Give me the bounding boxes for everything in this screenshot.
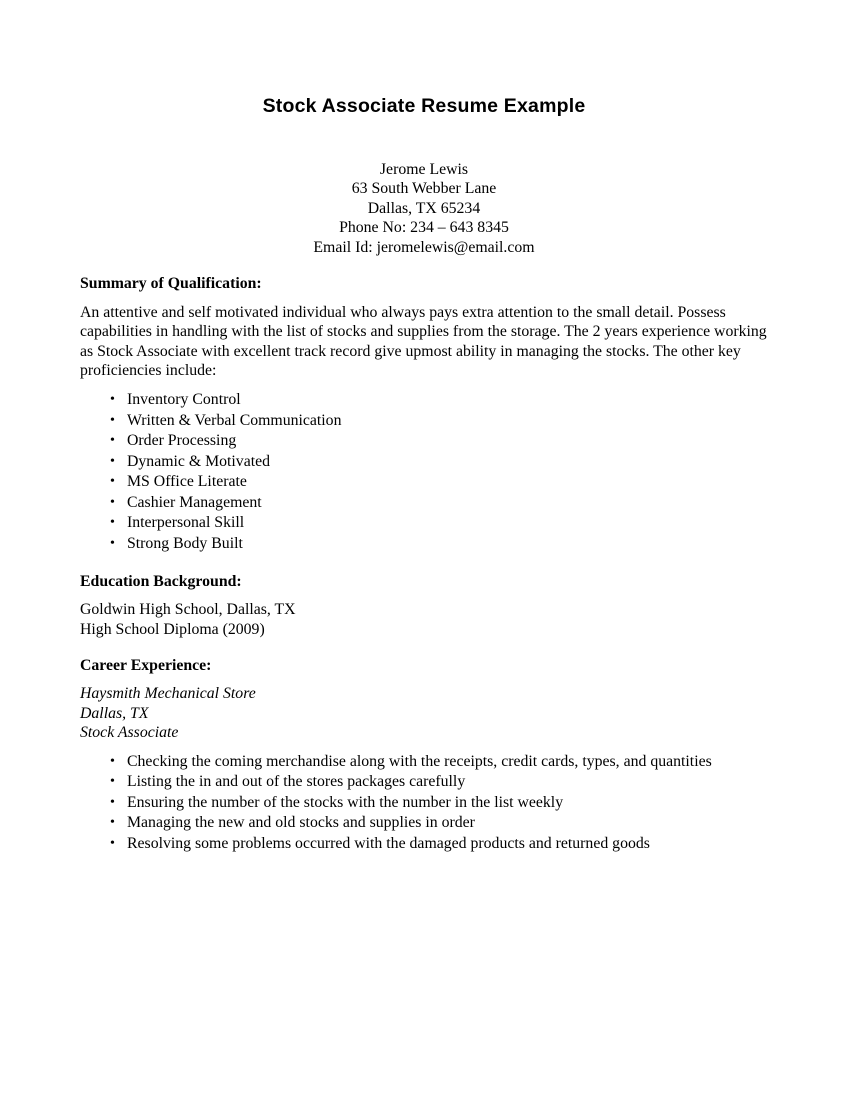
proficiency-list: [80, 390, 768, 555]
list-item: • Dynamic & Motivated: [110, 452, 768, 473]
page-title: Stock Associate Resume Example: [262, 95, 586, 117]
duty-list: [80, 752, 768, 855]
list-item: • Strong Body Built: [110, 534, 768, 555]
list-item: • Ensuring the number of the stocks with the number in the list weekly: [110, 793, 768, 814]
experience-location: Dallas, TX: [80, 704, 149, 722]
list-item: • Resolving some problems occurred with the damaged products and returned goods: [110, 834, 768, 855]
experience-section: [80, 656, 768, 855]
list-item: • Cashier Management: [110, 493, 768, 514]
list-item: • Listing the in and out of the stores packages carefully: [110, 772, 768, 793]
contact-email: Email Id: jeromelewis@email.com: [313, 238, 535, 256]
summary-paragraph: An attentive and self motivated individual who always pays extra attention to the small detail. Possess capabilities in handling with the list of stocks and supplies from the storage. The 2 years experience working as Stock Associate with excellent track record give upmost ability in managing the stocks. The other key proficiencies include:: [80, 303, 767, 380]
list-item: • Order Processing: [110, 431, 768, 452]
education-details: [80, 600, 768, 639]
experience-heading: Career Experience:: [80, 656, 212, 674]
list-item: • Written & Verbal Communication: [110, 411, 768, 432]
list-item: • Inventory Control: [110, 390, 768, 411]
education-diploma: High School Diploma (2009): [80, 620, 265, 638]
contact-block: [80, 160, 768, 257]
employer-details: [80, 684, 768, 742]
list-item: • MS Office Literate: [110, 472, 768, 493]
list-item: • Interpersonal Skill: [110, 513, 768, 534]
list-item: • Managing the new and old stocks and supplies in order: [110, 813, 768, 834]
contact-address-line2: Dallas, TX 65234: [367, 199, 481, 217]
contact-phone: Phone No: 234 – 643 8345: [339, 219, 509, 237]
list-item: • Checking the coming merchandise along with the receipts, credit cards, types, and quantities: [110, 752, 768, 773]
summary-section: [80, 274, 768, 555]
education-school: Goldwin High School, Dallas, TX: [80, 601, 296, 619]
contact-address-line1: 63 South Webber Lane: [351, 180, 497, 198]
education-heading: Education Background:: [80, 572, 242, 590]
education-section: [80, 572, 768, 639]
experience-employer: Haysmith Mechanical Store: [80, 685, 256, 703]
experience-role: Stock Associate: [80, 724, 179, 742]
contact-name: Jerome Lewis: [379, 161, 469, 178]
summary-heading: Summary of Qualification:: [80, 275, 262, 293]
